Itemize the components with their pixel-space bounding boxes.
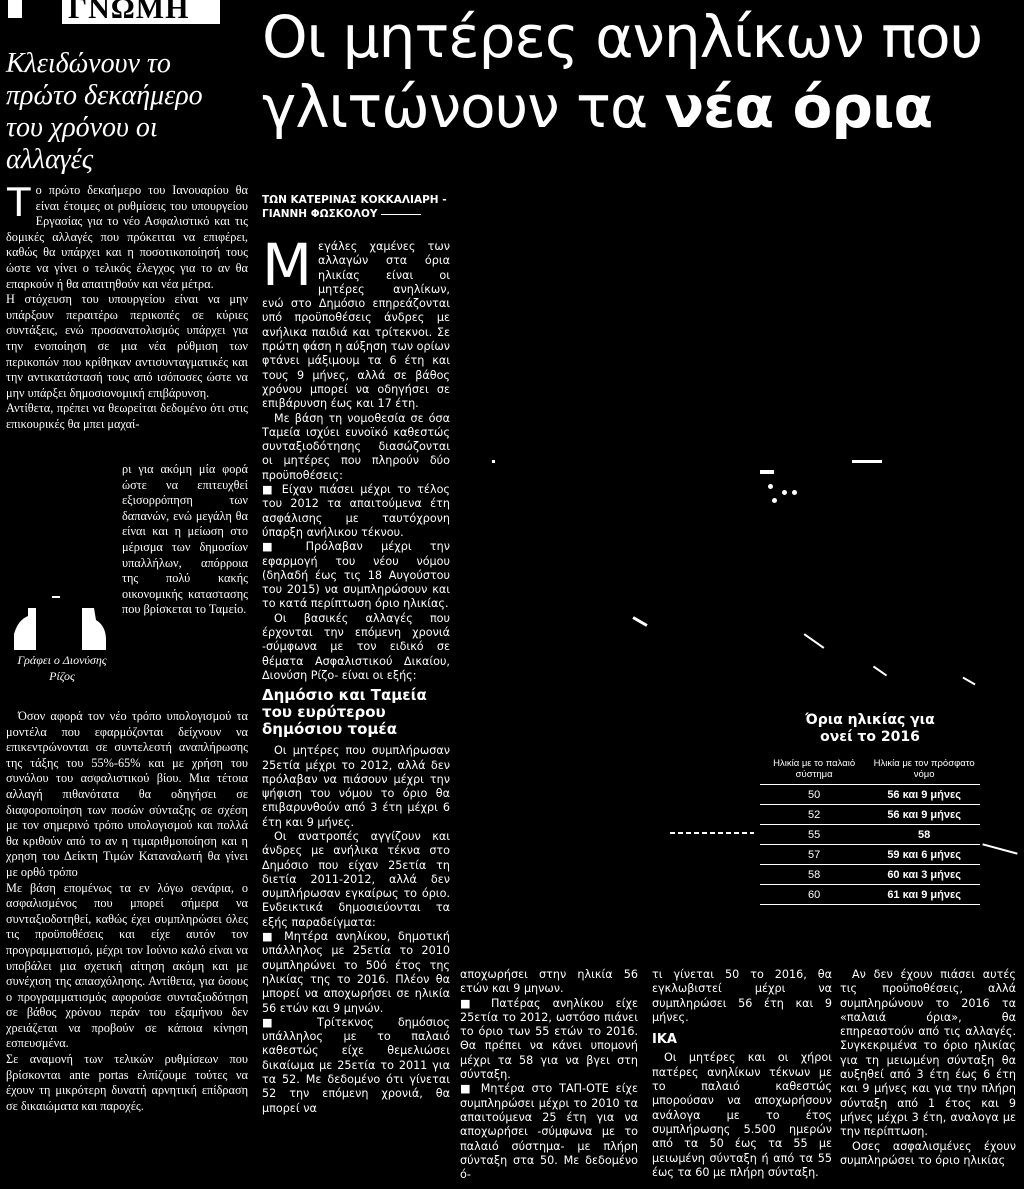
main-bullet-3: ■ Μητέρα ανηλίκου, δημοτική υπάλληλος με 25ετία το 2010 συμπληρώνει το 50ό έτος της ηλικίας της το 2016. Πλέον θα μπορεί να αποχωρήσει σε ηλικία 56 ετών και 9 μηνών. [262,930,450,1015]
table-row [760,845,980,865]
bottom-c2-paragraph-1: τι γίνεται 50 το 2016, θα εγκλωβιστεί μέχρι να συμπληρώσει 56 έτη και 9 μήνες. [652,968,832,1024]
photo-speck [873,666,887,677]
cell-new: 56 και 9 μήνες [868,805,980,825]
main-bullet-1: ■ Είχαν πιάσει μέχρι το τέλος του 2012 τα απαιτούμενα έτη ασφάλισης με ταυτόχρονη ύπαρξη ανήλικου τέκνου. [262,483,450,539]
bottom-c2-paragraph-2: Οι μητέρες και οι χήροι πατέρες ανηλίκων τέκνων με το παλαιό καθεστώς μπορούσαν να αποχωρήσουν ανάλογα με το έτος συμπλήρωσης 5.500 ημερών από τα 50 έως τα 55 με μειωμένη σύνταξη ή από τα 55 έως τα 60 με πλήρη σύνταξη. [652,1051,832,1179]
opinion-dropcap: Τ [6,178,32,225]
cell-old: 50 [760,785,868,805]
opinion-column-top [6,178,248,433]
opinion-paragraph-2: Η στόχευση του υπουργείου είναι να μην υπάρξουν περαιτέρω περικοπές σε κύριες συντάξεις, ενώ προσανατολισμός υπάρχει για την ενοποίηση σε μια νέα ρύθμιση των περικοπών που κρίθηκαν αντισυνταγματικές και την αντικατάστασή τους από ισόποσες ώστε να μην υπάρξει δημοσιονομική επιβάρυνση. [6,292,248,400]
opinion-title: Κλειδώνουν το πρώτο δεκαήμερο του χρόνου οι αλλαγές [6,48,203,175]
author-photo [6,590,112,650]
ika-subheading: ΙΚΑ [652,1032,677,1048]
bottom-column-1 [460,968,638,1182]
cell-new: 56 και 9 μήνες [868,785,980,805]
photo-speck [768,484,773,489]
table-row [760,785,980,805]
cell-new: 59 και 6 μήνες [868,845,980,865]
bottom-c3-paragraph-2: Οσες ασφαλισμένες έχουν συμπληρώσει το όριο ηλικίας [840,1139,1016,1167]
bottom-c1-bullet-1: ■ Πατέρας ανηλίκου είχε 25ετία το 2012, ωστόσο πιάνει το όριο των 55 ετών το 2016. Θα πρέπει να κάνει υπομονή μέχρι τα 58 για να βγει στη σύνταξη. [460,996,638,1082]
photo-speck [492,460,495,463]
author-caption: Γράφει ο Διονύσης Ρίζος [17,653,107,683]
article-headline [262,2,1022,142]
table-row [760,805,980,825]
age-limits-title-line-1: Όρια ηλικίας για [805,712,935,728]
photo-speck [760,470,774,474]
byline-line-2: ΓΙΑΝΝΗ ΦΩΣΚΟΛΟΥ [262,208,378,220]
photo-speck [632,616,647,627]
photo-speck [962,677,975,686]
photo-speck [772,498,777,503]
table-row [760,865,980,885]
bottom-c1-paragraph: αποχωρήσει στην ηλικία 56 ετών και 9 μηνων. [460,968,638,996]
opinion-paragraph-3a: Αντίθετα, πρέπει να θεωρείται δεδομένο ότι στις επικουρικές θα μπει μαχαί- [6,401,248,431]
headline-line-1: Οι μητέρες ανηλίκων που [262,3,983,71]
photo-speck [982,843,1017,854]
headline-bold: νέα όρια [664,73,933,141]
cell-old: 52 [760,805,868,825]
main-paragraph-2: Με βάση τη νομοθεσία σε όσα Ταμεία ισχύει ευνοϊκό καθεστώς συνταξιοδότησης διασώζονται οι μητέρες που πληρούν δύο προϋποθέσεις: [262,411,450,482]
main-subheading: Δημόσιο και Ταμεία του ευρύτερου δημόσιου τομέα [262,686,427,739]
main-dropcap: Μ [262,231,313,299]
main-article-column [262,231,450,1116]
opinion-paragraph-4: Όσον αφορά τον νέο τρόπο υπολογισμού τα μοντέλα που εφαρμόζονται δείχνουν να επικεντρώνονται σε συντελεστή αναπλήρωσης της τάξης του 55%-65% και με χρήση του συνόλου του ασφαλιστικού βίου. Μια τέτοια αλλαγή πιθανότατα θα οδηγήσει σε διαφοροποίηση των ποσών σύνταξης σε σχέση με τον σημερινό τρόπο υπολογισμού και πολλά θα κριθούν από το αν η τιμαριθμοποίηση και η χρηση του Δείκτη Τιμών Καταναλωτή θα γίνει με ορθό τρόπο [6,709,248,879]
cell-old: 60 [760,885,868,905]
bottom-column-3 [840,968,1016,1168]
table-row [760,825,980,845]
bottom-column-2 [652,968,832,1180]
main-paragraph-3: Οι βασικές αλλαγές που έρχονται την επόμενη χρονιά -σύμφωνα με τον ειδικό σε θέματα Ασφαλιστικού Δικαίου, Διονύση Ρίζο- είναι οι εξής: [262,611,450,682]
age-limits-title [760,712,980,746]
photo-speck [782,490,787,495]
opinion-paragraph-1: ο πρώτο δεκαήμερο του Ιανουαρίου θα είναι έτοιμες οι ρυθμίσεις του υπουργείου Εργασίας για το νέο Ασφαλιστικό και τις δομικές αλλαγές που πρόκειται να επιφέρει, καθώς θα υπάρχει και η ποσοτικοποίησή τους ώστε να γίνει ο τελικός έλεγχος για το αν θα επαρκούν ή θα απαιτηθούν και νέα μέτρα. [6,183,248,291]
cell-new: 58 [868,825,980,845]
cell-old: 57 [760,845,868,865]
main-paragraph-4: Οι μητέρες που συμπλήρωσαν 25ετία μέχρι το 2012, αλλά δεν πρόλαβαν να πιάσουν μέχρι την ψήφιση του νόμου το όριο θα επιβαρυνθούν από 3 έτη μέχρι 6 έτη και 9 μήνες. [262,744,450,829]
opinion-paragraph-3b: ρι για ακόμη μία φορά ώστε να επιτευχθεί εξισορρόπηση των δαπανών, ενώ μεγάλη θα είναι και η μείωση στο μέρισμα των δημοσίων υπαλλήλων, απόρροια της πολύ κακής οικονομικής καταστασης που βρίσκεται το Ταμείο. [122,462,248,617]
col-header-new: Ηλικία με τον πρόσφατο νόμο [868,758,980,785]
bottom-c3-paragraph-1: Αν δεν έχουν πιάσει αυτές τις προϋποθέσεις, αλλά συμπληρώνουν το 2016 τα «παλαιά όρια», θα επηρεαστούν από τις αλλαγές. Συγκεκριμένα το όριο ηλικίας για τη μειωμένη σύνταξη θα αυξηθεί από 3 έτη έως 6 έτη και 9 μήνες και για την πλήρη σύνταξη από 1 έτος και 9 μήνες μέχρι 3 έτη, αναλογα με την περίπτωση. [840,968,1016,1139]
headline-plain: γλιτώνουν τα [262,73,665,141]
age-limits-title-line-2: ονεί το 2016 [820,729,920,745]
byline-line-1: ΤΩΝ ΚΑΤΕΡΙΝΑΣ ΚΟΚΚΑΛΙΑΡΗ - [262,194,447,206]
opinion-column-wrap [122,462,248,618]
opinion-paragraph-6: Σε αναμονή των τελικών ρυθμίσεων που βρίσκονται ante portas ελπίζουμε τούτες να έχουν τη μικρότερη δυνατή αρνητική επίδραση σε δικαιώματα και παροχές. [6,1052,248,1113]
bottom-c1-bullet-2: ■ Μητέρα στο ΤΑΠ-ΟΤΕ είχε συμπληρώσει μέχρι το 2010 τα απαιτούμενα 25 έτη για να αποχωρήσει -σύμφωνα με το παλαιό σύστημα- με πλήρη σύνταξη στα 50. Με δεδομένο ό- [460,1082,638,1182]
table-row [760,885,980,905]
photo-speck [804,633,825,648]
cell-old: 55 [760,825,868,845]
main-intro: εγάλες χαμένες των αλλαγών στα όρια ηλικίας είναι οι μητέρες ανηλίκων, ενώ στο Δημόσιο επηρεάζονται υπό προϋποθέσεις άνδρες με ανήλικα παιδιά και τρίτεκνοι. Σε πρώτη φάση η αύξηση των ορίων φτάνει μάξιμουμ τα 6 έτη και τους 9 μήνες, αλλά σε βάθος χρόνου μπορεί να οδηγήσει σε επιβάρυνση έως και 17 έτη. [262,240,450,411]
age-limits-table [760,758,980,905]
main-bullet-4: ■ Τρίτεκνος δημόσιος υπάλληλος με το παλαιό καθεστώς είχε θεμελιώσει δικαίωμα με 25ετία το 2011 για τα 52. Με δεδομένο ότι γίνεται 52 την επόμενη χρονιά, θα μπορεί να [262,1015,450,1115]
cell-new: 60 και 3 μήνες [868,865,980,885]
age-limits-table-box [760,712,980,905]
headline-line-2 [262,72,1022,142]
byline [262,193,462,221]
col-header-old: Ηλικία με το παλαιό σύστημα [760,758,868,785]
opinion-column-bottom [6,709,248,1114]
main-paragraph-5: Οι ανατροπές αγγίζουν και άνδρες με ανήλικα τέκνα στο Δημόσιο που είχαν 25ετία τη διετία 2011-2012, αλλά δεν συμπλήρωσαν εγκαίρως το όριο. Ενδεικτικά δημοσιεύονται τα εξής παραδείγματα: [262,829,450,929]
tag-marker [8,0,22,18]
cell-old: 58 [760,865,868,885]
byline-rule [381,214,421,215]
opinion-paragraph-5: Με βάση επομένως τα εν λόγω σενάρια, ο ασφαλισμένος που μπορεί σήμερα να συνταξιοδοτηθεί, καθώς έχει συμπληρώσει όλες τις προϋποθέσεις και είχε αυτόν τον προγραμματισμό, μέχρι τον Ιούνιο καλό είναι να υποβάλει μια σχετική αίτηση ακόμη και με συνέχιση της απασχόλησης. Αντίθετα, για όσους ο προγραμματισμός αφορούσε συνταξιοδότηση σε βάθος χρόνου περάν του εξαμήνου δεν χρειάζεται να προβούν σε κάποια κίνηση εσπευσμένα. [6,880,248,1051]
opinion-tag-label: ΓΝΩΜΗ [62,0,220,24]
opinion-section-tag [0,0,222,38]
main-bullet-2: ■ Πρόλαβαν μέχρι την εφαρμογή του νέου νόμου (δηλαδή έως τις 18 Αυγούστου του 2015) να συμπληρώσουν και το κατά περίπτωση όριο ηλικίας. [262,540,450,611]
photo-dash-line [670,832,754,834]
photo-speck [852,460,882,463]
photo-speck [792,490,797,495]
cell-new: 61 και 9 μήνες [868,885,980,905]
